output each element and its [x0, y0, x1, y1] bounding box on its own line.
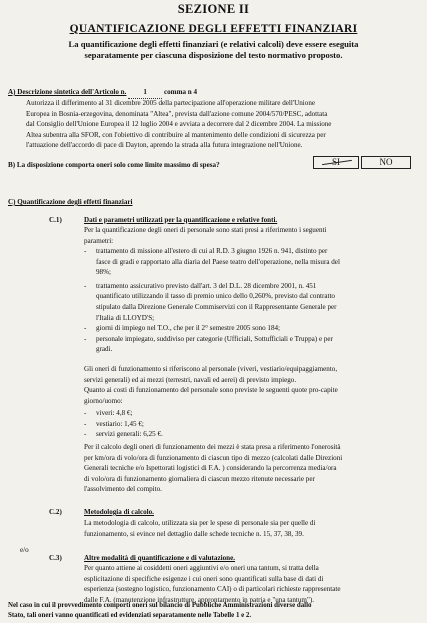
bullet-dash: -	[84, 430, 87, 439]
c1-label: C.1)	[49, 216, 62, 224]
section-a-heading	[8, 87, 408, 99]
option-no-label: NO	[379, 157, 393, 167]
section-title: SEZIONE II	[177, 2, 250, 16]
funz-line: giorno/uomo:	[84, 396, 123, 405]
section-a-label: A) Descrizione sintetica dell'Articolo n.	[8, 88, 127, 96]
c1-items-list	[84, 246, 416, 355]
c3-line: esplicitazione di specifiche esigenze i cui oneri sono quantificati sulla base di dati di	[84, 574, 324, 583]
item-line: personale impiegato, suddiviso per categorie (Ufficiali, Sottufficiali e Truppa) e per	[96, 334, 333, 343]
item-line: trattamento assicurativo previsto dall'art. 3 del D.L. 28 dicembre 2001, n. 451	[96, 281, 317, 290]
c2-line: La metodologia di calcolo, utilizzata sia per le spese di personale sia per quelle di	[84, 519, 316, 527]
mezzi-line: di volo/ora di funzionamento giornaliera di ciascun mezzo ritenute necessarie per	[84, 474, 315, 483]
funz-line: Quanto ai costi di funzionamento del personale sono previste le seguenti quote pro-capite	[84, 386, 338, 395]
section-c-heading	[8, 197, 308, 208]
c3-line: Per quanto attiene ai cosiddetti oneri aggiuntivi e/o oneri una tantum, si tratta della	[84, 564, 319, 572]
item-line: fasce di gradi e rapportato alla diaria del Paese teatro dell'operazione, nella misura del	[96, 257, 340, 266]
bullet-dash: -	[84, 419, 87, 428]
cost-item-viveri	[84, 408, 284, 419]
mezzi-line: l'assolvimento del compito.	[84, 485, 162, 494]
c3-line: dalle F.A. (manutenzione infrastrutture, approntamento in patria e "una tantum").	[84, 595, 314, 604]
cost-item-vestiario	[84, 419, 284, 430]
funz-line: Gli oneri di funzionamento si riferiscono al personale (viveri, vestiario/equipaggiamento,	[84, 365, 338, 373]
bullet-dash: -	[84, 409, 87, 417]
footer-note	[8, 601, 420, 621]
c2-line: funzionamento, si evince nel dettaglio dalle schede tecniche n. 15, 37, 38, 39.	[84, 529, 304, 538]
section-a-line: Autorizza il differimento al 31 dicembre 2005 della partecipazione all'operazione militare dell'Unione	[26, 99, 316, 107]
item-line: 98%;	[96, 268, 111, 277]
item-line: giorni di impiego nel T.O., che per il 2° semestre 2005 sono 184;	[96, 324, 281, 333]
mezzi-line: per km/ora di volo/ora di funzionamento di ciascun tipo di mezzo (calcolati dalle Direzioni	[84, 453, 343, 462]
c1-intro-line: parametri:	[84, 236, 114, 245]
cost-item-servizi	[84, 429, 284, 440]
list-item	[84, 334, 416, 355]
section-a-line: dal Consiglio dell'Unione Europea il 12 luglio 2004 e avviata a decorrere dal 2 dicembre 2004. La missione	[26, 120, 332, 129]
list-item	[84, 246, 416, 278]
mezzi-line: Per il calcolo degli oneri di funzionamento dei mezzi è stata presa a riferimento l'onerosità	[84, 443, 341, 451]
bullet-dash: -	[84, 281, 87, 290]
c2-heading-text: Metodologia di calcolo.	[84, 508, 154, 516]
item-line: l'Italia di LLOYD'S;	[96, 313, 155, 322]
c1-heading-text: Dati e parametri utilizzati per la quantificazione e relative fonti.	[84, 216, 278, 224]
c1-intro-line: Per la quantificazione degli oneri di personale sono stati presi a riferimento i seguenti	[84, 226, 327, 234]
subtitle-line-2: separatamente per ciascuna disposizione del testo normativo proposto.	[84, 50, 343, 60]
section-b-question: B) La disposizione comporta oneri solo come limite massimo di spesa?	[8, 161, 220, 169]
c3-label: C.3)	[49, 554, 62, 562]
section-a-line: Altea subentra alla SFOR, con l'obiettivo di contribuire al mantenimento delle condizioni di sicurezza per	[26, 130, 326, 139]
section-a-line: Europea in Bosnia-erzegovina, denominata "Altea", prevista dall'azione comune 2004/570/PESC, adottata	[26, 109, 328, 118]
cost-label: servizi generali: 6,25 €.	[96, 430, 163, 439]
c1-intro	[84, 225, 416, 246]
option-no-box[interactable]	[361, 156, 411, 169]
c2-label: C.2)	[49, 508, 62, 516]
list-item	[84, 281, 416, 323]
cost-label: viveri: 4,8 €;	[96, 409, 133, 417]
c1-funzionamento	[84, 364, 416, 406]
mezzi-line: Generali tecniche e/o Ispettorati logistici di F.A. ) considerando la percorrenza media/ora	[84, 464, 337, 473]
c2-body	[84, 518, 416, 539]
section-a-description	[26, 98, 416, 151]
item-line: stipulato dalla Direzione Generale Commiservizi con il Rappresentante Generale per	[96, 302, 337, 311]
c1-heading	[84, 215, 414, 226]
c3-line: esperienza (sostegno logistico, funzionamento CAI) o di particolari richieste rappresentate	[84, 585, 341, 594]
c3-body	[84, 563, 416, 605]
funz-line: servizi generali) ed ai mezzi (terrestri, navali ed aerei) di previsto impiego.	[84, 375, 297, 384]
item-line: trattamento di missione all'estero di cui al R.D. 3 giugno 1926 n. 941, distinto per	[96, 247, 328, 255]
item-line: quantificato utilizzando il tasso di premio unico dello 0,260%, previsto dal contratto	[96, 292, 335, 301]
footer-line: Stato, tali oneri vanno quantificati ed evidenziati separatamente nelle Tabelle 1 e 2.	[8, 612, 252, 619]
section-c-heading-text: C) Quantificazione degli effetti finanziari	[8, 198, 133, 206]
c3-heading-text: Altre modalità di quantificazione e di valutazione.	[84, 554, 236, 562]
cost-label: vestiario: 1,45 €;	[96, 419, 144, 428]
article-number: 1	[128, 87, 162, 99]
section-a-line: l'attuazione dell'accordo di pace di Dayton, aprendo la strada alla futura integrazione nell'Unione.	[26, 141, 303, 150]
footer-line: Nel caso in cui il provvedimento comporti oneri sul bilancio di Pubbliche Amministrazioni diverse dallo	[8, 602, 312, 609]
page-title: QUANTIFICAZIONE DEGLI EFFETTI FINANZIARI	[69, 23, 358, 35]
c1-mezzi	[84, 442, 416, 495]
list-item	[84, 323, 416, 334]
comma-label: comma n 4	[163, 88, 198, 96]
cost-list	[84, 408, 284, 440]
bullet-dash: -	[84, 324, 87, 333]
bullet-dash: -	[84, 247, 87, 255]
eo-label: e/o	[20, 546, 29, 554]
option-si-box[interactable]	[313, 156, 359, 169]
c2-heading	[84, 507, 384, 518]
c3-heading	[84, 553, 414, 564]
bullet-dash: -	[84, 334, 87, 343]
item-line: gradi.	[96, 345, 113, 354]
subtitle-line-1: La quantificazione degli effetti finanziari (e relativi calcoli) deve essere eseguita	[68, 39, 359, 49]
